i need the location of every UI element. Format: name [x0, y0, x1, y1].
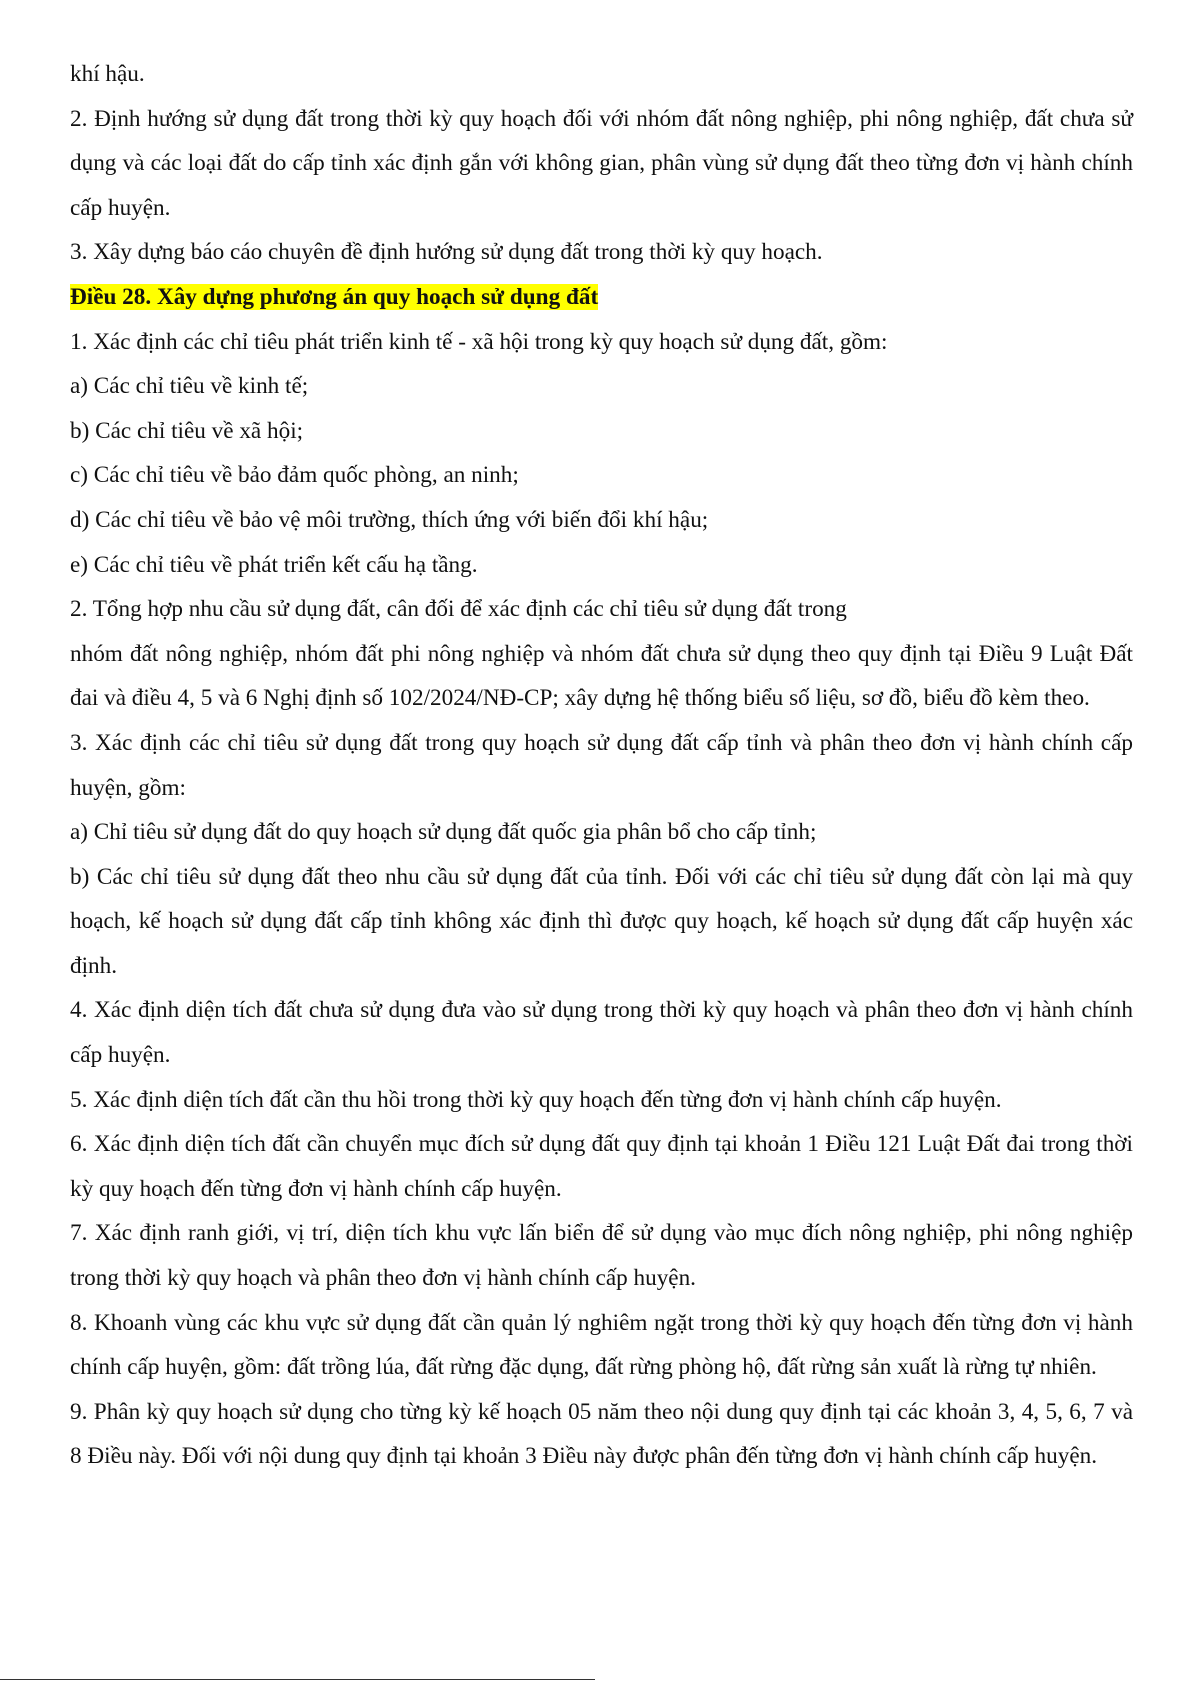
paragraph: khí hậu.: [70, 61, 145, 87]
article-heading-text: Điều 28. Xây dựng phương án quy hoạch sử dụng đất: [70, 283, 599, 310]
paragraph: 1. Xác định các chỉ tiêu phát triển kinh tế - xã hội trong kỳ quy hoạch sử dụng đất, gồm:: [70, 328, 888, 355]
paragraph: 7. Xác định ranh giới, vị trí, diện tích khu vực lấn biển để sử dụng vào mục đích nông nghiệp, phi nông nghiệp trong thời kỳ quy hoạch và phân theo đơn vị hành chính cấp huyện.: [70, 1220, 1133, 1292]
document-page: [70, 52, 1133, 1479]
paragraph: 8. Khoanh vùng các khu vực sử dụng đất cần quản lý nghiêm ngặt trong thời kỳ quy hoạch đến từng đơn vị hành chính cấp huyện, gồm: đất trồng lúa, đất rừng đặc dụng, đất rừng phòng hộ, đất rừng sản xuất là rừng tự nhiên.: [70, 1309, 1133, 1381]
paragraph: 3. Xác định các chỉ tiêu sử dụng đất trong quy hoạch sử dụng đất cấp tỉnh và phân theo đơn vị hành chính cấp huyện, gồm:: [70, 729, 1133, 801]
paragraph: b) Các chỉ tiêu về xã hội;: [70, 417, 304, 444]
paragraph: 5. Xác định diện tích đất cần thu hồi trong thời kỳ quy hoạch đến từng đơn vị hành chính cấp huyện.: [70, 1086, 1002, 1113]
article-heading: [70, 275, 1133, 320]
paragraph: b) Các chỉ tiêu sử dụng đất theo nhu cầu sử dụng đất của tỉnh. Đối với các chỉ tiêu sử dụng đất còn lại mà quy hoạch, kế hoạch sử dụng đất cấp tỉnh không xác định thì được quy hoạch, kế hoạch sử dụng đất cấp huyện xác định.: [70, 863, 1133, 979]
footer-divider: [0, 1679, 595, 1680]
paragraph: 2. Tổng hợp nhu cầu sử dụng đất, cân đối để xác định các chỉ tiêu sử dụng đất trong: [70, 596, 847, 623]
paragraph: a) Các chỉ tiêu về kinh tế;: [70, 373, 309, 400]
paragraph: 6. Xác định diện tích đất cần chuyển mục đích sử dụng đất quy định tại khoản 1 Điều 121 Luật Đất đai trong thời kỳ quy hoạch đến từng đơn vị hành chính cấp huyện.: [70, 1131, 1133, 1202]
paragraph: 4. Xác định diện tích đất chưa sử dụng đưa vào sử dụng trong thời kỳ quy hoạch và phân theo đơn vị hành chính cấp huyện.: [70, 997, 1133, 1069]
paragraph: c) Các chỉ tiêu về bảo đảm quốc phòng, an ninh;: [70, 462, 519, 489]
paragraph: 2. Định hướng sử dụng đất trong thời kỳ quy hoạch đối với nhóm đất nông nghiệp, phi nông nghiệp, đất chưa sử dụng và các loại đất do cấp tỉnh xác định gắn với không gian, phân vùng sử dụng đất theo từng đơn vị hành chính cấp huyện.: [70, 105, 1133, 221]
paragraph: a) Chỉ tiêu sử dụng đất do quy hoạch sử dụng đất quốc gia phân bổ cho cấp tỉnh;: [70, 819, 817, 846]
paragraph: d) Các chỉ tiêu về bảo vệ môi trường, thích ứng với biến đổi khí hậu;: [70, 506, 709, 533]
paragraph: nhóm đất nông nghiệp, nhóm đất phi nông nghiệp và nhóm đất chưa sử dụng theo quy định tại Điều 9 Luật Đất đai và điều 4, 5 và 6 Nghị định số 102/2024/NĐ-CP; xây dựng hệ thống biểu số liệu, sơ đồ, biểu đồ kèm theo.: [70, 640, 1133, 712]
paragraph: 3. Xây dựng báo cáo chuyên đề định hướng sử dụng đất trong thời kỳ quy hoạch.: [70, 239, 823, 266]
paragraph: 9. Phân kỳ quy hoạch sử dụng cho từng kỳ kế hoạch 05 năm theo nội dung quy định tại các khoản 3, 4, 5, 6, 7 và 8 Điều này. Đối với nội dung quy định tại khoản 3 Điều này được phân đến từng đơn vị hành chính cấp huyện.: [70, 1398, 1133, 1470]
paragraph: e) Các chỉ tiêu về phát triển kết cấu hạ tầng.: [70, 551, 478, 578]
